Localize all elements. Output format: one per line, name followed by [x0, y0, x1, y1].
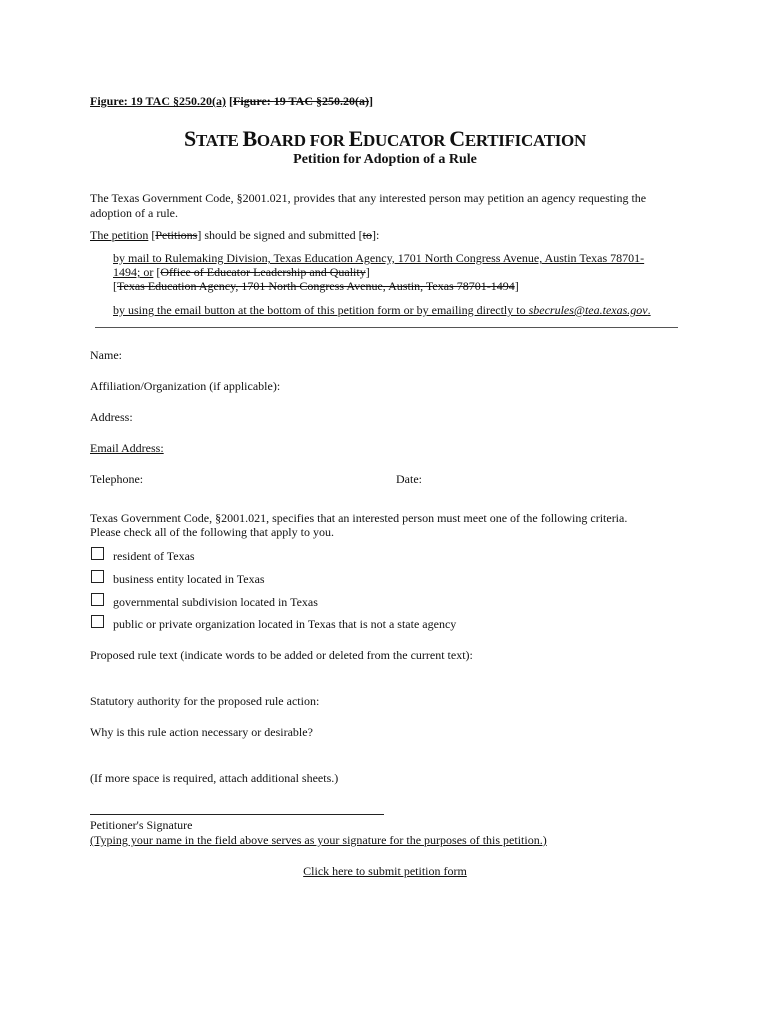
deleted-text: Office of Educator Leadership and Quality: [160, 265, 366, 279]
email-field-label: Email Address:: [90, 441, 164, 455]
checkbox-label: governmental subdivision located in Texas: [113, 595, 318, 609]
criteria-line-1: Texas Government Code, §2001.021, specifies that an interested person must meet one of the following criteria.: [90, 511, 628, 525]
affiliation-input[interactable]: [295, 377, 670, 393]
more-space-note: (If more space is required, attach additional sheets.): [90, 771, 339, 785]
submit-petition-container: [0, 864, 770, 878]
email-input[interactable]: [172, 439, 670, 455]
inserted-text: The petition: [90, 228, 149, 242]
checkbox-label: business entity located in Texas: [113, 572, 265, 586]
date-input[interactable]: [428, 470, 668, 486]
name-field-label: Name:: [90, 348, 122, 362]
checkbox-label: public or private organization located in Texas that is not a state agency: [113, 617, 457, 631]
name-input[interactable]: [130, 346, 670, 362]
affiliation-field-label: Affiliation/Organization (if applicable):: [90, 379, 281, 393]
deleted-text: Texas Education Agency, 1701 North Congress Avenue, Austin, Texas 78701-1494: [117, 279, 515, 293]
bracket-open: [: [148, 228, 156, 242]
title-part: B: [242, 126, 257, 151]
signature-note: (Typing your name in the field above serves as your signature for the purposes of this petition.): [90, 833, 547, 847]
proposed-rule-label: Proposed rule text (indicate words to be added or deleted from the current text):: [90, 648, 473, 662]
figure-reference: [90, 94, 373, 108]
title-part: OARD FOR: [256, 131, 349, 150]
address-field-label: Address:: [90, 410, 133, 424]
criteria-line-2: Please check all of the following that apply to you.: [90, 525, 334, 539]
title-part: S: [184, 126, 196, 151]
statutory-authority-label: Statutory authority for the proposed rule action:: [90, 694, 320, 708]
title-part: DUCATOR: [363, 131, 450, 150]
deleted-text: Petitions: [155, 228, 198, 242]
bracket-open: [: [229, 94, 233, 108]
business-checkbox[interactable]: [91, 570, 104, 583]
title-part: E: [348, 126, 363, 151]
email-option-period: .: [647, 303, 651, 317]
why-necessary-label: Why is this rule action necessary or desirable?: [90, 725, 313, 739]
submit-petition-link[interactable]: Click here to submit petition form: [303, 864, 467, 878]
page-title: [0, 126, 770, 154]
mail-line-3: [113, 279, 519, 293]
email-option-text: by using the email button at the bottom of this petition form or by emailing directly to: [113, 303, 529, 317]
bracket-open: [: [153, 265, 161, 279]
page-subtitle: Petition for Adoption of a Rule: [293, 152, 477, 167]
petition-sentence-end: ]:: [372, 228, 380, 242]
bracket-close: ]: [365, 265, 370, 279]
signature-label: Petitioner's Signature: [90, 818, 193, 832]
telephone-input[interactable]: [150, 470, 390, 486]
telephone-field-label: Telephone:: [90, 472, 144, 486]
checkbox-label: resident of Texas: [113, 549, 195, 563]
title-part: C: [449, 126, 465, 151]
signature-input[interactable]: [90, 796, 384, 812]
bracket-close: ]: [369, 94, 373, 108]
governmental-checkbox[interactable]: [91, 593, 104, 606]
resident-checkbox[interactable]: [91, 547, 104, 560]
petition-sentence: [90, 228, 379, 242]
figure-ref-deleted: Figure: 19 TAC §250.20(a): [233, 94, 369, 108]
intro-line-1: The Texas Government Code, §2001.021, provides that any interested person may petition an agency requesting the: [90, 191, 647, 205]
petition-sentence-middle: ] should be signed and submitted [: [197, 228, 363, 242]
mail-line-2: [113, 265, 370, 279]
address-input[interactable]: [140, 408, 670, 424]
submission-email-link[interactable]: sbecrules@tea.texas.gov: [528, 303, 648, 317]
deleted-text: to: [362, 228, 372, 242]
figure-ref-new: Figure: 19 TAC §250.20(a): [90, 94, 226, 108]
intro-line-2: adoption of a rule.: [90, 206, 178, 220]
email-option: [113, 303, 651, 317]
date-field-label: Date:: [396, 472, 422, 486]
inserted-text: 1494; or: [113, 265, 154, 279]
separator-line: [95, 327, 678, 328]
statutory-authority-input[interactable]: [335, 692, 675, 708]
organization-checkbox[interactable]: [91, 615, 104, 628]
signature-line: [90, 814, 384, 815]
why-necessary-input[interactable]: [90, 741, 678, 767]
mail-line-1: by mail to Rulemaking Division, Texas Education Agency, 1701 North Congress Avenue, Austin Texas 78701-: [113, 251, 645, 265]
title-part: ERTIFICATION: [464, 131, 586, 150]
bracket-open: [: [113, 279, 117, 293]
title-part: TATE: [195, 131, 243, 150]
proposed-rule-input[interactable]: [90, 664, 678, 690]
bracket-close: ]: [514, 279, 519, 293]
